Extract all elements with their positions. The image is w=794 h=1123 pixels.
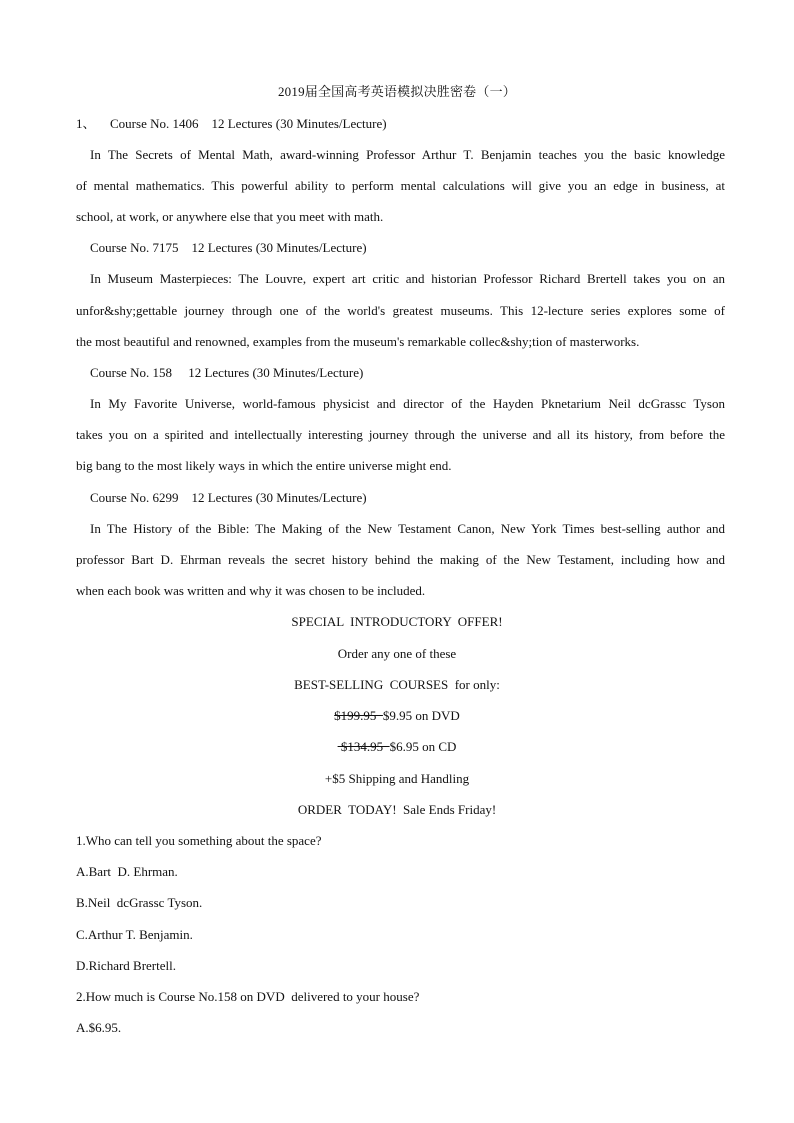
shipping-note: +$5 Shipping and Handling xyxy=(324,771,470,786)
course-1406-text-line: school, at work, or anywhere else that you meet with math. xyxy=(76,209,384,224)
offer-subline: Order any one of these xyxy=(337,646,457,661)
course-7175-text-line: In Museum Masterpieces: The Louvre, expert art critic and historian Professor Richard Brertell takes you on an xyxy=(90,271,725,286)
question-1-option-a: A.Bart D. Ehrman. xyxy=(76,864,178,879)
offer-best-selling: BEST-SELLING COURSES for only: xyxy=(294,677,500,692)
question-1-option-c: C.Arthur T. Benjamin. xyxy=(76,927,193,942)
course-158-text-line: big bang to the most likely ways in which the entire universe might end. xyxy=(76,458,452,473)
cd-old-price: $134.95 xyxy=(337,739,390,754)
dvd-price-line xyxy=(0,708,794,724)
course-158-text-line: takes you on a spirited and intellectually interesting journey through the universe and all its history, from before the xyxy=(76,427,725,442)
question-2-stem: 2.How much is Course No.158 on DVD delivered to your house? xyxy=(76,989,420,1004)
course-6299-text-line: professor Bart D. Ehrman reveals the secret history behind the making of the New Testament, including how and xyxy=(76,552,725,567)
question-1-option-b: B.Neil dcGrassc Tyson. xyxy=(76,895,203,910)
dvd-new-price: $9.95 on DVD xyxy=(382,708,460,723)
question-2-option-a: A.$6.95. xyxy=(76,1020,122,1035)
offer-headline: SPECIAL INTRODUCTORY OFFER! xyxy=(291,614,503,629)
course-1406-text-line: In The Secrets of Mental Math, award-winning Professor Arthur T. Benjamin teaches you the basic knowledge xyxy=(90,147,725,162)
course-7175-text-line: the most beautiful and renowned, examples from the museum's remarkable collec&shy;tion of masterworks. xyxy=(76,334,640,349)
course-6299-text-line: when each book was written and why it was chosen to be included. xyxy=(76,583,426,598)
course-7175-heading: Course No. 7175 12 Lectures (30 Minutes/Lecture) xyxy=(90,240,367,255)
cd-new-price: $6.95 on CD xyxy=(389,739,457,754)
passage-number xyxy=(76,116,387,132)
cd-price-line xyxy=(0,739,794,755)
course-158-heading: Course No. 158 12 Lectures (30 Minutes/Lecture) xyxy=(90,365,364,380)
question-1-stem: 1.Who can tell you something about the space? xyxy=(76,833,322,848)
course-7175-text-line: unfor&shy;gettable journey through one of the world's greatest museums. This 12-lecture series explores some of xyxy=(76,303,725,318)
order-today: ORDER TODAY! Sale Ends Friday! xyxy=(297,802,497,817)
course-1406-heading: Course No. 1406 12 Lectures (30 Minutes/Lecture) xyxy=(110,116,387,131)
course-6299-text-line: In The History of the Bible: The Making of the New Testament Canon, New York Times best-selling author and xyxy=(90,521,725,536)
course-6299-heading: Course No. 6299 12 Lectures (30 Minutes/Lecture) xyxy=(90,490,367,505)
exam-title: 2019届全国高考英语模拟决胜密卷（一） xyxy=(277,84,516,99)
question-1-option-d: D.Richard Brertell. xyxy=(76,958,176,973)
course-158-text-line: In My Favorite Universe, world-famous physicist and director of the Hayden Pknetarium Neil dcGrassc Tyson xyxy=(90,396,725,411)
passage-number-label: 1、 xyxy=(76,116,96,131)
course-1406-text-line: of mental mathematics. This powerful ability to perform mental calculations will give you an edge in business, at xyxy=(76,178,725,193)
dvd-old-price: $199.95 xyxy=(334,708,383,723)
